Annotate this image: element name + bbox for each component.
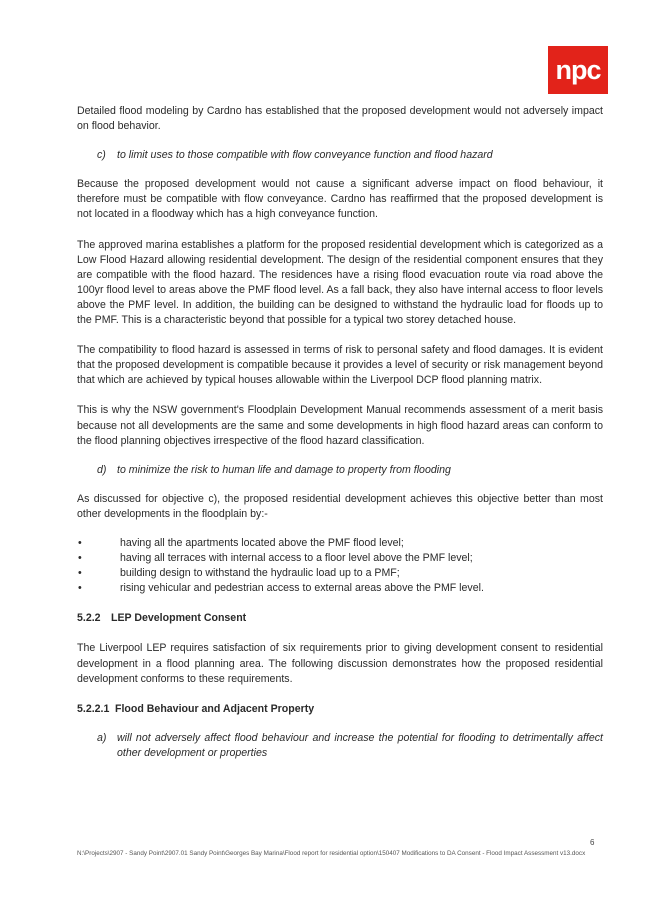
- paragraph: Because the proposed development would not cause a significant adverse impact on flood behaviour, it therefore must be compatible with flow conveyance. Cardno has reaffirmed that the proposed development is not located in a floodway which has a high conveyance function.: [77, 178, 603, 221]
- footer-file-path: N:\Projects\2907 - Sandy Point\2907.01 Sandy Point\Georges Bay Marina\Flood report for residential option\150407 Modifications to DA Consent - Flood Impact Assessment v13.docx: [77, 850, 586, 857]
- document-body: [77, 104, 603, 761]
- objective-text: to minimize the risk to human life and damage to property from flooding: [117, 463, 451, 476]
- bullet-icon: •: [78, 582, 82, 595]
- paragraph: As discussed for objective c), the proposed residential development achieves this objective better than most other developments in the floodplain by:-: [77, 492, 603, 520]
- objective-d-heading: [97, 463, 603, 478]
- objective-text: will not adversely affect flood behaviour and increase the potential for flooding to detrimentally affect other development or properties: [117, 731, 603, 759]
- bullet-icon: •: [78, 552, 82, 565]
- objective-text: to limit uses to those compatible with flow conveyance function and flood hazard: [117, 149, 493, 162]
- paragraph: The compatibility to flood hazard is assessed in terms of risk to personal safety and flood damages. It is evident that the proposed development is compatible because it provides a level of security or risk management beyond that which are achieved by typical houses allowable within the Liverpool DCP flood planning matrix.: [77, 344, 603, 387]
- objective-number: d): [97, 463, 107, 476]
- paragraph: The approved marina establishes a platform for the proposed residential development which is categorized as a Low Flood Hazard allowing residential development. The design of the residential component ensures that they are compatible with the flood hazard. The residences have a rising flood evacuation route via road above the 100yr flood level to areas above the PMF flood level. As a fall back, they also have internal access to floor levels above the PMF level. In addition, the building can be designed to withstand the hydraulic load for floods up to the PMF. This is a characteristic beyond that possible for a typical two storey detached house.: [77, 238, 603, 327]
- list-item: • building design to withstand the hydraulic load up to a PMF;: [77, 566, 603, 581]
- list-item: • having all the apartments located above the PMF flood level;: [77, 536, 603, 551]
- bullet-icon: •: [78, 567, 82, 580]
- objective-number: a): [97, 731, 107, 744]
- section-title: LEP Development Consent: [111, 612, 247, 625]
- npc-logo: npc: [548, 46, 608, 94]
- objective-c-heading: [97, 148, 603, 163]
- objective-number: c): [97, 149, 106, 162]
- page-number: 6: [590, 838, 595, 847]
- objective-a-heading: [97, 731, 603, 761]
- list-item: • rising vehicular and pedestrian access to external areas above the PMF level.: [77, 581, 603, 596]
- section-number: 5.2.2.1: [77, 702, 110, 715]
- bullet-list: [77, 536, 603, 596]
- list-item: • having all terraces with internal access to a floor level above the PMF level;: [77, 551, 603, 566]
- paragraph: Detailed flood modeling by Cardno has established that the proposed development would not adversely impact on flood behavior.: [77, 105, 603, 133]
- paragraph: This is why the NSW government's Floodplain Development Manual recommends assessment of a merit basis because not all developments are the same and some developments in high flood hazard areas can conform to the flood planning objectives irrespective of the flood hazard classification.: [77, 404, 603, 447]
- section-heading-5-2-2: [77, 611, 603, 626]
- bullet-icon: •: [78, 536, 82, 549]
- section-title: Flood Behaviour and Adjacent Property: [115, 702, 315, 715]
- paragraph: The Liverpool LEP requires satisfaction of six requirements prior to giving development consent to residential development in a flood planning area. The following discussion demonstrates how the proposed residential development conforms to these requirements.: [77, 642, 603, 685]
- section-heading-5-2-2-1: [77, 702, 603, 717]
- section-number: 5.2.2: [77, 612, 101, 625]
